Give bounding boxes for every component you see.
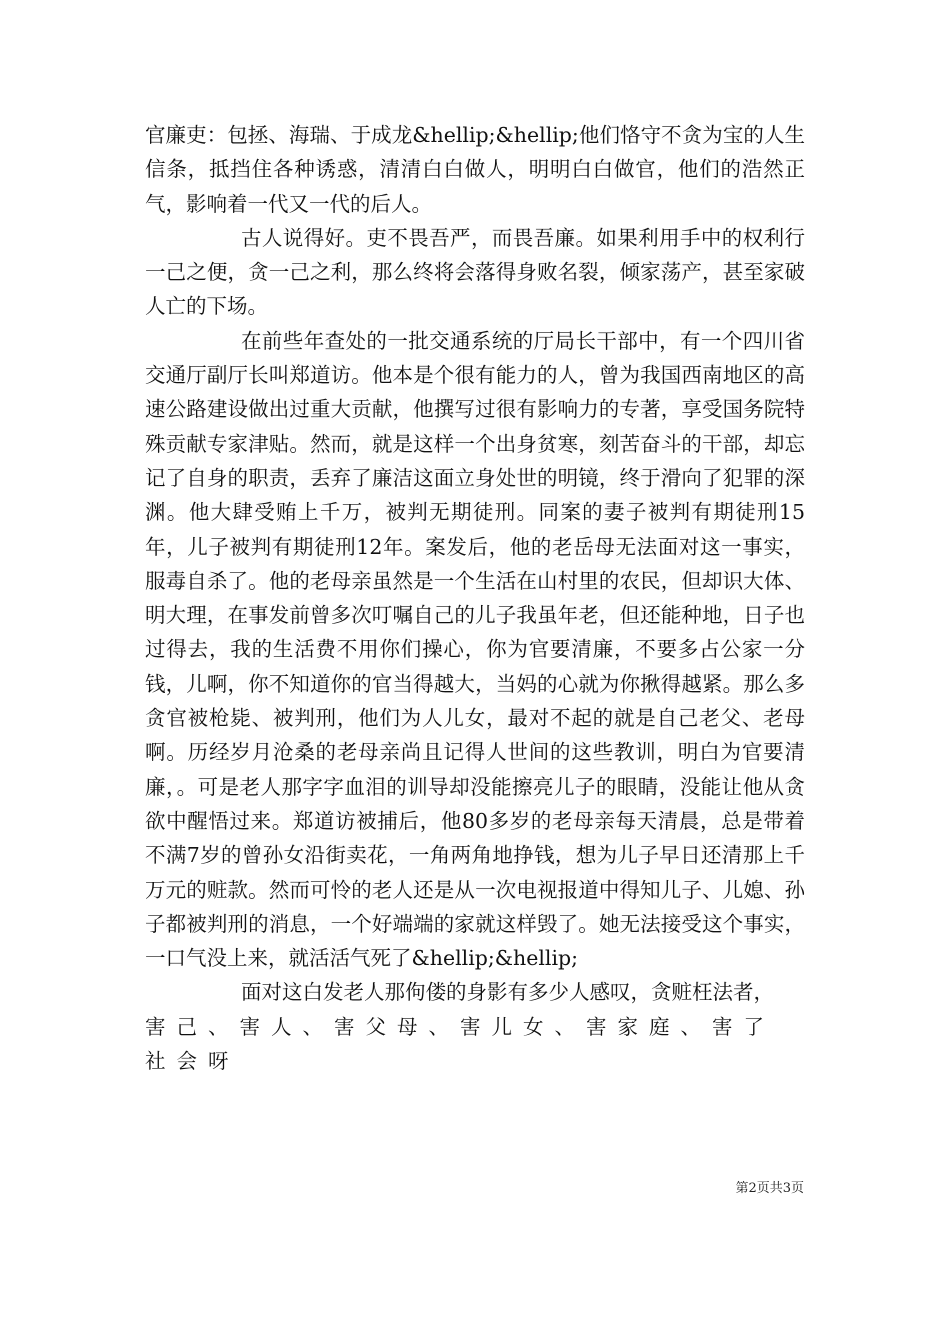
document-body [145,118,805,1078]
paragraph-zheng-daofang-case: 在前些年查处的一批交通系统的厅局长干部中，有一个四川省交通厅副厅长叫郑道访。他本是个很有能力的人，曾为我国西南地区的高速公路建设做出过重大贡献，他撰写过很有影响力的专著，享受国务院特殊贡献专家津贴。然而，就是这样一个出身贫寒，刻苦奋斗的干部，却忘记了自身的职责，丢弃了廉洁这面立身处世的明镜，终于滑向了犯罪的深渊。他大肆受贿上千万，被判无期徒刑。同案的妻子被判有期徒刑15年，儿子被判有期徒刑12年。案发后，他的老岳母无法面对这一事实，服毒自杀了。他的老母亲虽然是一个生活在山村里的农民，但却识大体、明大理，在事发前曾多次叮嘱自己的儿子我虽年老，但还能种地，日子也过得去，我的生活费不用你们操心，你为官要清廉，不要多占公家一分钱，儿啊，你不知道你的官当得越大，当妈的心就为你揪得越紧。那么多贪官被枪毙、被判刑，他们为人儿女，最对不起的就是自己老父、老母啊。历经岁月沧桑的老母亲尚且记得人世间的这些教训，明白为官要清廉，。可是老人那字字血泪的训导却没能擦亮儿子的眼睛，没能让他从贪欲中醒悟过来。郑道访被捕后，他80多岁的老母亲每天清晨，总是带着不满7岁的曾孙女沿街卖花，一角两角地挣钱，想为儿子早日还清那上千万元的赃款。然而可怜的老人还是从一次电视报道中得知儿子、儿媳、孙子都被判刑的消息，一个好端端的家就这样毁了。她无法接受这个事实，一口气没上来，就活活气死了&hellip;&hellip; [145,328,805,971]
paragraph-closing-line-2: 害己、害人、害父母、害儿女、害家庭、害了社会呀 [145,1014,775,1074]
paragraph-closing-line-1: 面对这白发老人那佝偻的身影有多少人感叹，贪赃枉法者， [241,980,774,1005]
paragraph-officials: 官廉吏：包拯、海瑞、于成龙&hellip;&hellip;他们恪守不贪为宝的人生信条，抵挡住各种诱惑，清清白白做人，明明白白做官，他们的浩然正气，影响着一代又一代的后人。 [145,123,805,216]
paragraph-ancient-saying: 古人说得好。吏不畏吾严，而畏吾廉。如果利用手中的权利行一己之便，贪一己之利，那么终将会落得身败名裂，倾家荡产，甚至家破人亡的下场。 [145,225,805,319]
page-number-footer: 第2页共3页 [735,1181,804,1196]
